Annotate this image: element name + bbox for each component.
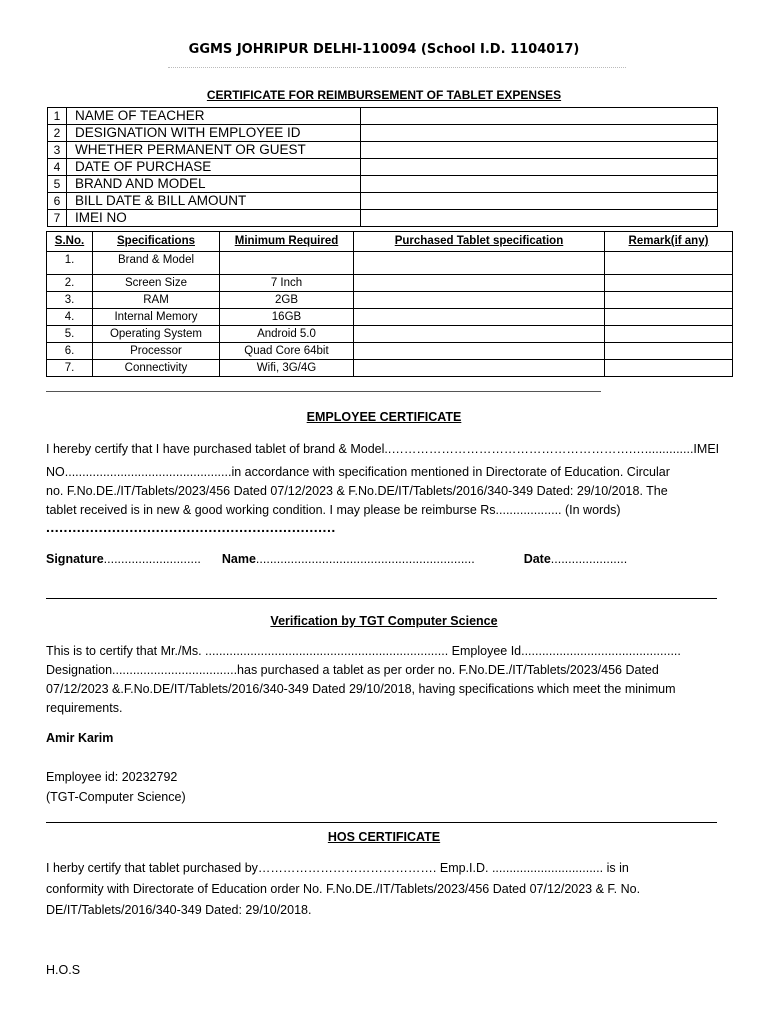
details-row-value — [361, 210, 718, 227]
employee-certificate-title: EMPLOYEE CERTIFICATE — [306, 410, 462, 424]
spec-row — [47, 360, 733, 377]
spec-minimum: Quad Core 64bit — [220, 343, 354, 360]
spec-remark — [605, 360, 733, 377]
spec-header-row — [47, 232, 733, 252]
hos-line-3: DE/IT/Tablets/2016/340-349 Dated: 29/10/2018. — [46, 903, 312, 917]
verification-line-4: requirements. — [46, 701, 123, 715]
spec-minimum: 16GB — [220, 309, 354, 326]
verifier-role: (TGT-Computer Science) — [46, 790, 186, 804]
details-row-value — [361, 125, 718, 142]
school-title: GGMS JOHRIPUR DELHI-110094 (School I.D. 1104017) — [188, 42, 580, 57]
spec-purchased-value — [354, 309, 605, 326]
hos-certificate-title: HOS CERTIFICATE — [327, 830, 441, 844]
employee-cert-line-4: tablet received is in new & good working condition. I may please be reimburse Rs................... (In words) — [46, 503, 621, 517]
spec-sno: 4. — [47, 309, 93, 326]
teacher-details-table — [47, 107, 718, 227]
details-row — [48, 176, 718, 193]
spec-name: RAM — [93, 292, 220, 309]
spec-minimum: 7 Inch — [220, 275, 354, 292]
amount-in-words-blank: .................................................................. — [46, 519, 336, 535]
tablet-spec-table — [46, 231, 733, 377]
details-row-value — [361, 142, 718, 159]
name-blank: ............................................................... — [255, 552, 475, 566]
details-row — [48, 193, 718, 210]
spec-remark — [605, 292, 733, 309]
employee-cert-line-3: no. F.No.DE./IT/Tablets/2023/456 Dated 07/12/2023 & F.No.DE/IT/Tablets/2016/340-349 Dated: 29/10/2018. The — [46, 484, 668, 498]
divider — [46, 822, 717, 823]
employee-cert-line-1: I hereby certify that I have purchased tablet of brand & Model..………………………………………………….…..............IMEI — [46, 442, 720, 456]
details-row-value — [361, 193, 718, 210]
spec-purchased-value — [354, 360, 605, 377]
spec-name: Internal Memory — [93, 309, 220, 326]
col-remark-header: Remark(if any) — [605, 232, 733, 252]
spec-remark — [605, 326, 733, 343]
verifier-name: Amir Karim — [46, 731, 114, 745]
hos-line-1: I herby certify that tablet purchased by……………………………………. Emp.I.D. ................................ is in — [46, 861, 629, 875]
name-label: Name — [221, 552, 256, 566]
col-min-header: Minimum Required — [220, 232, 354, 252]
signature-label: Signature — [46, 552, 104, 566]
details-row-number: 5 — [48, 176, 67, 193]
spec-row — [47, 292, 733, 309]
details-row — [48, 108, 718, 125]
details-row-number: 1 — [48, 108, 67, 125]
details-row-label: NAME OF TEACHER — [67, 108, 361, 125]
details-row-label: WHETHER PERMANENT OR GUEST — [67, 142, 361, 159]
spec-purchased-value — [354, 343, 605, 360]
spec-row — [47, 252, 733, 275]
spec-sno: 5. — [47, 326, 93, 343]
spec-remark — [605, 252, 733, 275]
spec-sno: 1. — [47, 252, 93, 275]
col-spec-header: Specifications — [93, 232, 220, 252]
title-divider — [168, 67, 626, 68]
details-row-label: IMEI NO — [67, 210, 361, 227]
spec-sno: 7. — [47, 360, 93, 377]
details-row-label: DESIGNATION WITH EMPLOYEE ID — [67, 125, 361, 142]
details-row-number: 6 — [48, 193, 67, 210]
details-row-label: BRAND AND MODEL — [67, 176, 361, 193]
details-row-value — [361, 159, 718, 176]
spec-name: Screen Size — [93, 275, 220, 292]
spec-name: Processor — [93, 343, 220, 360]
details-row — [48, 125, 718, 142]
spec-minimum: Android 5.0 — [220, 326, 354, 343]
details-row — [48, 142, 718, 159]
spec-remark — [605, 343, 733, 360]
spec-row — [47, 343, 733, 360]
details-row-label: BILL DATE & BILL AMOUNT — [67, 193, 361, 210]
certificate-title: CERTIFICATE FOR REIMBURSEMENT OF TABLET EXPENSES — [206, 88, 562, 102]
spec-sno: 2. — [47, 275, 93, 292]
spec-purchased-value — [354, 252, 605, 275]
spec-minimum: 2GB — [220, 292, 354, 309]
spec-remark — [605, 309, 733, 326]
signature-row — [46, 552, 726, 566]
details-row-number: 7 — [48, 210, 67, 227]
spec-row — [47, 326, 733, 343]
spec-row — [47, 275, 733, 292]
spec-sno: 6. — [47, 343, 93, 360]
divider — [46, 598, 717, 599]
details-row-value — [361, 108, 718, 125]
col-sno-header: S.No. — [47, 232, 93, 252]
details-row-number: 2 — [48, 125, 67, 142]
verification-line-2: Designation....................................has purchased a tablet as per order no. F.No.DE./IT/Tablets/2023/456 Dated — [46, 663, 659, 677]
spec-purchased-value — [354, 292, 605, 309]
date-label: Date — [523, 552, 551, 566]
hos-signoff: H.O.S — [46, 963, 81, 977]
spec-purchased-value — [354, 275, 605, 292]
hos-line-2: conformity with Directorate of Education order No. F.No.DE./IT/Tablets/2023/456 Dated 07/12/2023 & F. No. — [46, 882, 641, 896]
spec-purchased-value — [354, 326, 605, 343]
details-row-number: 3 — [48, 142, 67, 159]
details-row-label: DATE OF PURCHASE — [67, 159, 361, 176]
spec-row — [47, 309, 733, 326]
verification-line-3: 07/12/2023 &.F.No.DE/IT/Tablets/2016/340-349 Dated 29/10/2018, having specifications which meet the minimum — [46, 682, 676, 696]
spec-name: Brand & Model — [93, 252, 220, 275]
spec-sno: 3. — [47, 292, 93, 309]
details-row — [48, 159, 718, 176]
divider — [46, 391, 601, 392]
employee-cert-line-2: NO................................................in accordance with specification mentioned in Directorate of Education. Circular — [46, 465, 670, 479]
col-purchased-header: Purchased Tablet specification — [354, 232, 605, 252]
spec-name: Operating System — [93, 326, 220, 343]
spec-name: Connectivity — [93, 360, 220, 377]
date-blank: ...................... — [550, 552, 628, 566]
spec-remark — [605, 275, 733, 292]
details-row-value — [361, 176, 718, 193]
details-row-number: 4 — [48, 159, 67, 176]
details-row — [48, 210, 718, 227]
verification-title: Verification by TGT Computer Science — [270, 614, 498, 628]
verification-line-1: This is to certify that Mr./Ms. ...................................................................... Employee Id.............................................. — [46, 644, 681, 658]
spec-minimum: Wifi, 3G/4G — [220, 360, 354, 377]
verifier-employee-id: Employee id: 20232792 — [46, 770, 178, 784]
signature-blank: ............................ — [103, 552, 201, 566]
spec-minimum — [220, 252, 354, 275]
